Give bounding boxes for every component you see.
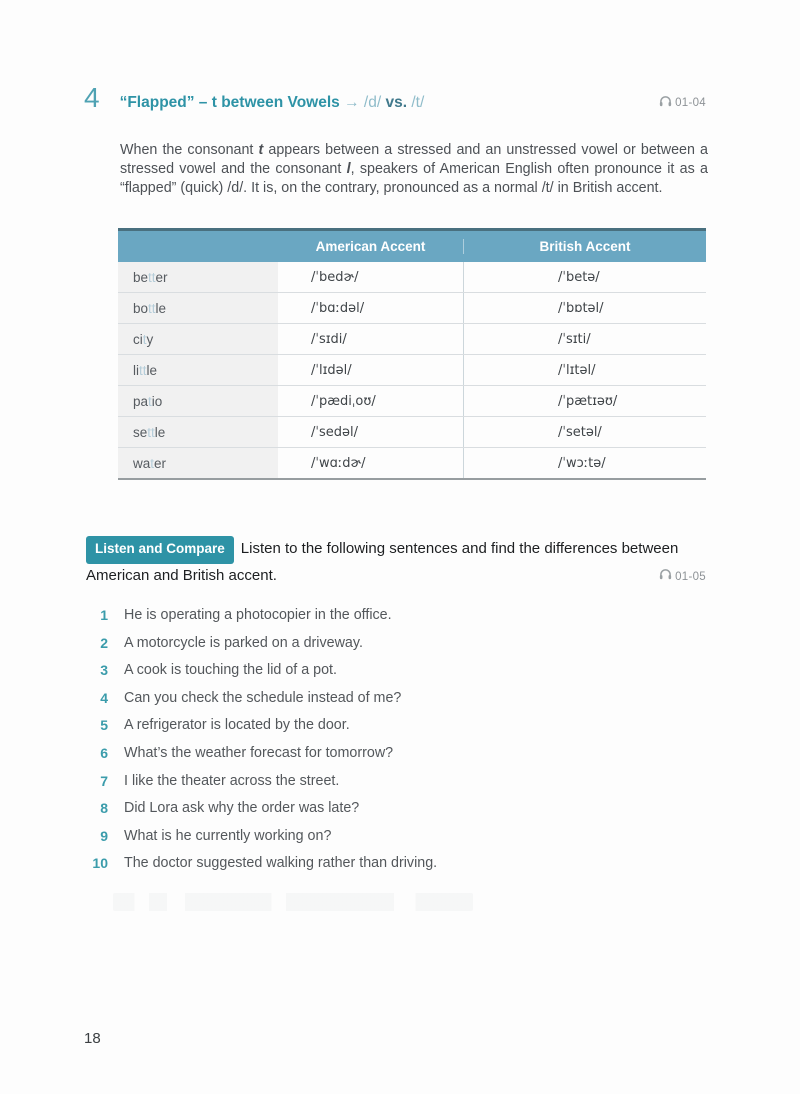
british-ipa-cell: /ˈlɪtəl/ [463, 355, 705, 385]
sentence-number: 3 [100, 662, 108, 679]
section-title-d-sound: /d/ [363, 94, 382, 111]
word-part: bo [133, 300, 149, 316]
word-highlight-t: t [148, 393, 152, 409]
table-row [118, 447, 706, 478]
list-item [84, 823, 684, 851]
word-part: le [146, 362, 158, 378]
sentence-number: 7 [100, 772, 108, 789]
intro-text: When the consonant [120, 142, 259, 159]
british-ipa-cell: /ˈsetəl/ [463, 417, 705, 447]
sentence-text: A refrigerator is located by the door. [124, 717, 350, 734]
british-ipa-cell: /ˈbɒtəl/ [463, 293, 705, 323]
american-ipa-cell: /ˈpædiˌoʊ/ [311, 393, 376, 409]
section-title-main: “Flapped” – t between Vowels [119, 94, 340, 111]
section-title [120, 95, 425, 111]
sentence-number: 9 [100, 827, 108, 844]
american-ipa-cell: /ˈsedəl/ [311, 424, 358, 440]
listen-and-compare-badge: Listen and Compare [86, 536, 234, 564]
table-row [118, 292, 706, 323]
word-part: pa [133, 393, 149, 409]
section-header [84, 84, 706, 112]
audio-track-number: 01-04 [675, 96, 706, 109]
table-row [118, 385, 706, 416]
word-part: le [154, 424, 166, 440]
sentence-text: A motorcycle is parked on a driveway. [124, 634, 363, 651]
word-part: le [155, 300, 167, 316]
word-part: ci [133, 331, 143, 347]
section-title-t-sound: /t/ [411, 94, 425, 111]
sentence-text: A cook is touching the lid of a pot. [124, 662, 338, 679]
american-ipa-cell: /ˈwɑːdɚ/ [311, 455, 366, 471]
table-row [118, 354, 706, 385]
listen-and-compare-section [86, 536, 706, 588]
intro-bold-l: l [346, 161, 351, 178]
sentence-number: 10 [92, 855, 108, 872]
american-ipa-cell: /ˈlɪdəl/ [311, 362, 352, 378]
word-part: se [133, 424, 148, 440]
word-cell [118, 417, 278, 447]
list-item [84, 768, 684, 796]
scan-artifact [113, 893, 473, 911]
section-title-arrow: → [344, 94, 360, 111]
table-header-british: British Accent [463, 239, 706, 254]
word-cell [118, 355, 278, 385]
list-item [84, 630, 684, 658]
word-part: er [155, 269, 168, 285]
table-row [118, 416, 706, 447]
headphones-icon [659, 95, 672, 110]
list-item [84, 795, 684, 823]
sentence-number: 5 [100, 717, 108, 734]
word-part: be [133, 269, 149, 285]
list-item [84, 850, 684, 878]
word-part: io [151, 393, 163, 409]
intro-bold-t: t [258, 142, 264, 159]
sentence-number: 8 [100, 800, 108, 817]
word-part: wa [133, 455, 151, 471]
listen-instruction: Listen to the following sentences and find the differences between American and British accent. [86, 540, 679, 584]
sentence-list [84, 602, 684, 878]
word-highlight-t: tt [139, 362, 147, 378]
word-part: li [133, 362, 139, 378]
word-cell [118, 448, 278, 478]
sentence-text: What is he currently working on? [124, 827, 332, 844]
audio-track-tag [659, 95, 706, 110]
headphones-icon [659, 565, 672, 589]
british-ipa-cell: /ˈwɔːtə/ [463, 448, 705, 478]
pronunciation-table [118, 228, 706, 480]
list-item [84, 657, 684, 685]
sentence-number: 2 [100, 634, 108, 651]
audio-track-number: 01-05 [675, 571, 706, 583]
table-header-row [118, 231, 706, 262]
word-highlight-t: tt [147, 424, 155, 440]
section-title-vs: vs. [385, 94, 408, 111]
american-ipa-cell: /ˈbedɚ/ [311, 269, 359, 285]
table-header-american: American Accent [315, 239, 426, 254]
american-ipa-cell: /ˈsɪdi/ [311, 331, 347, 347]
word-cell [118, 262, 278, 292]
sentence-number: 4 [100, 689, 108, 706]
audio-track-tag [659, 565, 706, 589]
sentence-text: What’s the weather forecast for tomorrow? [124, 744, 394, 761]
sentence-text: Did Lora ask why the order was late? [124, 800, 360, 817]
table-row [118, 262, 706, 292]
table-row [118, 323, 706, 354]
word-highlight-t: tt [148, 300, 156, 316]
word-part: y [146, 331, 154, 347]
british-ipa-cell: /ˈsɪti/ [463, 324, 705, 354]
word-highlight-t: tt [148, 269, 156, 285]
section-number: 4 [84, 82, 100, 113]
page-number: 18 [84, 1030, 101, 1047]
word-highlight-t: t [142, 331, 147, 347]
sentence-text: The doctor suggested walking rather than driving. [124, 855, 438, 872]
word-cell [118, 324, 278, 354]
list-item [84, 712, 684, 740]
word-cell [118, 293, 278, 323]
word-highlight-t: t [150, 455, 155, 471]
sentence-number: 6 [100, 744, 108, 761]
list-item [84, 685, 684, 713]
sentence-text: He is operating a photocopier in the office. [124, 607, 392, 623]
word-cell [118, 386, 278, 416]
british-ipa-cell: /ˈbetə/ [463, 262, 705, 292]
intro-text: appears between a stressed and an unstressed vowel or between a stressed vowel and the consonant [120, 142, 708, 178]
american-ipa-cell: /ˈbɑːdəl/ [311, 300, 365, 316]
british-ipa-cell: /ˈpætɪəʊ/ [463, 386, 705, 416]
list-item [84, 602, 684, 630]
sentence-text: Can you check the schedule instead of me? [124, 689, 402, 706]
sentence-text: I like the theater across the street. [124, 772, 340, 789]
list-item [84, 740, 684, 768]
sentence-number: 1 [100, 607, 108, 623]
intro-text: , speakers of American English often pronounce it as a “flapped” (quick) /d/. It is, on the contrary, pronounced as a normal /t/ in British accent. [120, 161, 708, 197]
word-part: er [154, 455, 167, 471]
intro-paragraph [120, 141, 708, 198]
